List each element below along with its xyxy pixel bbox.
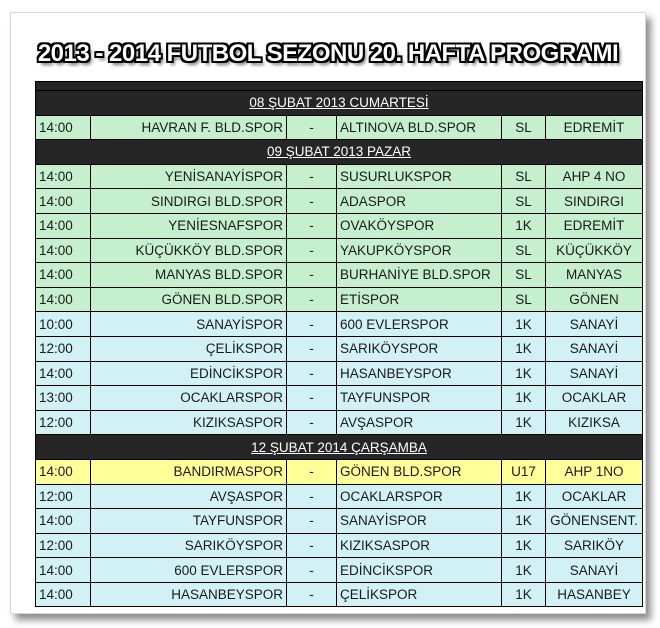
away-team: SANAYİSPOR — [337, 509, 502, 534]
match-row — [36, 484, 643, 509]
match-row — [36, 509, 643, 534]
match-time: 14:00 — [36, 263, 91, 288]
match-row — [36, 558, 643, 583]
venue: KÜÇÜKKÖY — [546, 238, 643, 263]
date-header: 08 ŞUBAT 2013 CUMARTESİ — [36, 91, 643, 116]
match-time: 14:00 — [36, 213, 91, 238]
home-team: BANDIRMASPOR — [91, 459, 287, 484]
league-code: U17 — [502, 459, 546, 484]
match-separator: - — [287, 312, 337, 337]
match-separator: - — [287, 189, 337, 214]
match-time: 14:00 — [36, 164, 91, 189]
match-separator: - — [287, 336, 337, 361]
match-separator: - — [287, 533, 337, 558]
match-time: 14:00 — [36, 189, 91, 214]
schedule-body — [36, 82, 643, 607]
home-team: ÇELİKSPOR — [91, 336, 287, 361]
match-separator: - — [287, 238, 337, 263]
away-team: OCAKLARSPOR — [337, 484, 502, 509]
league-code: 1K — [502, 213, 546, 238]
league-code: SL — [502, 238, 546, 263]
venue: OCAKLAR — [546, 484, 643, 509]
match-separator: - — [287, 386, 337, 411]
home-team: 600 EVLERSPOR — [91, 558, 287, 583]
table-top-bar-cell — [36, 82, 643, 91]
venue: SANAYİ — [546, 312, 643, 337]
home-team: TAYFUNSPOR — [91, 509, 287, 534]
away-team: ALTINOVA BLD.SPOR — [337, 115, 502, 140]
match-row — [36, 238, 643, 263]
match-separator: - — [287, 459, 337, 484]
league-code: SL — [502, 164, 546, 189]
date-header: 09 ŞUBAT 2013 PAZAR — [36, 140, 643, 165]
date-header-row — [36, 91, 643, 116]
match-separator: - — [287, 410, 337, 435]
match-row — [36, 213, 643, 238]
match-separator: - — [287, 361, 337, 386]
match-separator: - — [287, 582, 337, 607]
venue: AHP 4 NO — [546, 164, 643, 189]
away-team: ÇELİKSPOR — [337, 582, 502, 607]
league-code: SL — [502, 189, 546, 214]
home-team: SANAYİSPOR — [91, 312, 287, 337]
venue: SINDIRGI — [546, 189, 643, 214]
table-top-bar — [36, 82, 643, 91]
match-row — [36, 361, 643, 386]
away-team: KIZIKSASPOR — [337, 533, 502, 558]
match-time: 14:00 — [36, 115, 91, 140]
away-team: SARIKÖYSPOR — [337, 336, 502, 361]
venue: MANYAS — [546, 263, 643, 288]
match-time: 14:00 — [36, 558, 91, 583]
away-team: ADASPOR — [337, 189, 502, 214]
match-row — [36, 115, 643, 140]
home-team: YENİESNAFSPOR — [91, 213, 287, 238]
home-team: OCAKLARSPOR — [91, 386, 287, 411]
match-time: 12:00 — [36, 533, 91, 558]
home-team: HAVRAN F. BLD.SPOR — [91, 115, 287, 140]
match-time: 12:00 — [36, 410, 91, 435]
date-header: 12 ŞUBAT 2014 ÇARŞAMBA — [36, 435, 643, 460]
date-header-row — [36, 435, 643, 460]
league-code: SL — [502, 115, 546, 140]
match-time: 10:00 — [36, 312, 91, 337]
match-row — [36, 533, 643, 558]
venue: KIZIKSA — [546, 410, 643, 435]
league-code: 1K — [502, 582, 546, 607]
away-team: AVŞASPOR — [337, 410, 502, 435]
match-separator: - — [287, 164, 337, 189]
home-team: SARIKÖYSPOR — [91, 533, 287, 558]
venue: GÖNEN — [546, 287, 643, 312]
match-separator: - — [287, 558, 337, 583]
away-team: ETİSPOR — [337, 287, 502, 312]
match-time: 14:00 — [36, 459, 91, 484]
match-separator: - — [287, 484, 337, 509]
away-team: SUSURLUKSPOR — [337, 164, 502, 189]
league-code: 1K — [502, 361, 546, 386]
home-team: MANYAS BLD.SPOR — [91, 263, 287, 288]
match-row — [36, 582, 643, 607]
match-time: 12:00 — [36, 484, 91, 509]
match-separator: - — [287, 287, 337, 312]
date-header-row — [36, 140, 643, 165]
match-time: 13:00 — [36, 386, 91, 411]
away-team: BURHANİYE BLD.SPOR — [337, 263, 502, 288]
venue: AHP 1NO — [546, 459, 643, 484]
match-time: 14:00 — [36, 509, 91, 534]
match-time: 14:00 — [36, 287, 91, 312]
league-code: 1K — [502, 410, 546, 435]
home-team: AVŞASPOR — [91, 484, 287, 509]
league-code: 1K — [502, 533, 546, 558]
league-code: 1K — [502, 336, 546, 361]
match-row — [36, 336, 643, 361]
match-time: 14:00 — [36, 238, 91, 263]
away-team: 600 EVLERSPOR — [337, 312, 502, 337]
match-schedule-table — [35, 81, 643, 607]
match-separator: - — [287, 263, 337, 288]
match-time: 12:00 — [36, 336, 91, 361]
away-team: OVAKÖYSPOR — [337, 213, 502, 238]
venue: OCAKLAR — [546, 386, 643, 411]
schedule-card — [10, 12, 646, 614]
match-row — [36, 164, 643, 189]
home-team: EDİNCİKSPOR — [91, 361, 287, 386]
title-banner — [11, 35, 645, 73]
match-time: 14:00 — [36, 361, 91, 386]
away-team: YAKUPKÖYSPOR — [337, 238, 502, 263]
match-separator: - — [287, 213, 337, 238]
home-team: KIZIKSASPOR — [91, 410, 287, 435]
league-code: 1K — [502, 312, 546, 337]
match-separator: - — [287, 115, 337, 140]
away-team: TAYFUNSPOR — [337, 386, 502, 411]
league-code: 1K — [502, 558, 546, 583]
venue: SANAYİ — [546, 336, 643, 361]
home-team: SINDIRGI BLD.SPOR — [91, 189, 287, 214]
home-team: KÜÇÜKKÖY BLD.SPOR — [91, 238, 287, 263]
match-row — [36, 189, 643, 214]
league-code: 1K — [502, 386, 546, 411]
match-row — [36, 386, 643, 411]
match-time: 14:00 — [36, 582, 91, 607]
league-code: 1K — [502, 509, 546, 534]
venue: GÖNENSENT. — [546, 509, 643, 534]
match-row — [36, 410, 643, 435]
venue: SANAYİ — [546, 558, 643, 583]
league-code: SL — [502, 287, 546, 312]
match-row — [36, 459, 643, 484]
venue: SANAYİ — [546, 361, 643, 386]
venue: EDREMİT — [546, 213, 643, 238]
venue: HASANBEY — [546, 582, 643, 607]
away-team: EDİNCİKSPOR — [337, 558, 502, 583]
away-team: GÖNEN BLD.SPOR — [337, 459, 502, 484]
home-team: HASANBEYSPOR — [91, 582, 287, 607]
page-title: 2013 - 2014 FUTBOL SEZONU 20. HAFTA PROGRAMI — [37, 40, 619, 67]
match-row — [36, 312, 643, 337]
match-row — [36, 263, 643, 288]
venue: SARIKÖY — [546, 533, 643, 558]
away-team: HASANBEYSPOR — [337, 361, 502, 386]
league-code: SL — [502, 263, 546, 288]
match-separator: - — [287, 509, 337, 534]
home-team: GÖNEN BLD.SPOR — [91, 287, 287, 312]
match-row — [36, 287, 643, 312]
league-code: 1K — [502, 484, 546, 509]
home-team: YENİSANAYİSPOR — [91, 164, 287, 189]
venue: EDREMİT — [546, 115, 643, 140]
